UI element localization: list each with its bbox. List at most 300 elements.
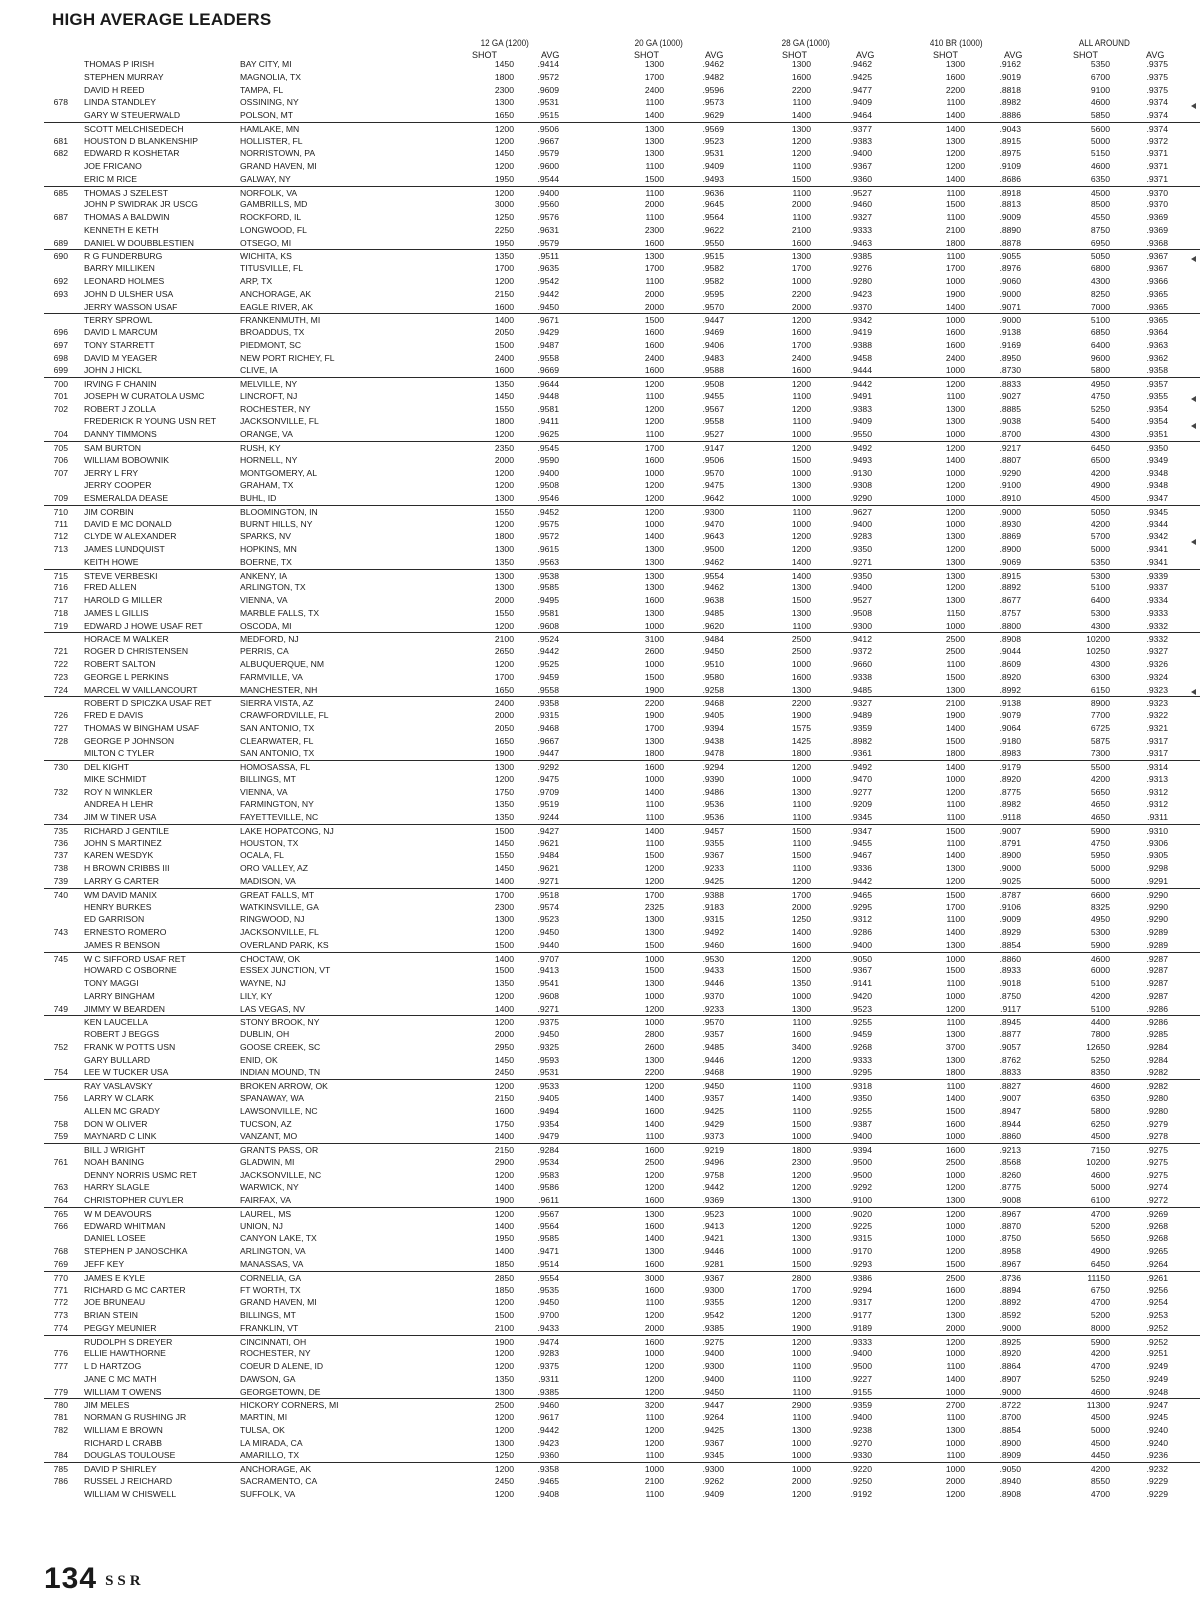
shot-410br-cell: 1800 xyxy=(945,748,965,759)
avg-28ga-cell: .9141 xyxy=(850,978,872,989)
avg-28ga-cell: .9318 xyxy=(850,1081,872,1092)
shot-28ga-cell: 1350 xyxy=(791,978,811,989)
shooter-name-cell: WILLIAM W CHISWELL xyxy=(84,1488,177,1499)
shot-all-around-cell: 6700 xyxy=(1090,71,1110,82)
avg-410br-cell: .8900 xyxy=(999,850,1021,861)
shot-20ga-cell: 2600 xyxy=(644,1041,664,1052)
shot-all-around-cell: 4700 xyxy=(1090,1361,1110,1372)
avg-20ga-cell: .9367 xyxy=(702,850,724,861)
shot-20ga-cell: 1000 xyxy=(644,1017,664,1028)
avg-all-around-cell: .9375 xyxy=(1146,59,1168,69)
shooter-name-cell: JAMES LUNDQUIST xyxy=(84,544,165,555)
avg-410br-cell: .9079 xyxy=(999,710,1021,721)
shot-all-around-cell: 5250 xyxy=(1090,1373,1110,1384)
shot-12ga-cell: 1550 xyxy=(494,607,514,618)
shot-20ga-cell: 2000 xyxy=(644,288,664,299)
avg-410br-cell: .8892 xyxy=(999,1297,1021,1308)
margin-arrow-icon xyxy=(1191,423,1196,429)
avg-12ga-cell: .9579 xyxy=(537,148,559,159)
avg-28ga-cell: .9367 xyxy=(850,965,872,976)
table-row xyxy=(44,824,1200,837)
avg-28ga-cell: .9492 xyxy=(850,762,872,773)
shooter-name-cell: TONY MAGGI xyxy=(84,978,139,989)
shooter-name-cell: JANE C MC MATH xyxy=(84,1373,157,1384)
avg-410br-cell: .8736 xyxy=(999,1272,1021,1283)
avg-all-around-cell: .9364 xyxy=(1146,327,1168,338)
shot-410br-cell: 1400 xyxy=(945,173,965,184)
shot-28ga-cell: 1100 xyxy=(792,1017,811,1028)
rank-cell: 717 xyxy=(53,595,68,606)
shot-all-around-cell: 5650 xyxy=(1090,786,1110,797)
avg-20ga-cell: .9429 xyxy=(702,1118,724,1129)
avg-28ga-cell: .9470 xyxy=(850,773,872,784)
table-row xyxy=(44,1449,1200,1462)
avg-20ga-cell: .9233 xyxy=(702,863,724,874)
shot-20ga-cell: 1500 xyxy=(644,965,664,976)
avg-20ga-cell: .9622 xyxy=(702,224,724,235)
avg-20ga-cell: .9433 xyxy=(702,965,724,976)
shot-all-around-cell: 4500 xyxy=(1090,1131,1110,1142)
avg-410br-cell: .8915 xyxy=(999,135,1021,146)
hometown-cell: MEDFORD, NJ xyxy=(240,634,299,645)
shooter-name-cell: JIM W TINER USA xyxy=(84,812,157,823)
shot-12ga-cell: 1300 xyxy=(494,914,514,925)
avg-all-around-cell: .9354 xyxy=(1146,403,1168,414)
avg-12ga-cell: .9283 xyxy=(537,1348,559,1359)
avg-20ga-cell: .9508 xyxy=(702,379,724,390)
rank-cell: 697 xyxy=(53,339,68,350)
shot-12ga-cell: 2400 xyxy=(494,698,514,709)
avg-410br-cell: .9162 xyxy=(999,59,1021,69)
avg-12ga-cell: .9471 xyxy=(537,1246,559,1257)
shot-410br-cell: 1400 xyxy=(945,1373,965,1384)
shooter-name-cell: DON W OLIVER xyxy=(84,1118,148,1129)
shot-20ga-cell: 1700 xyxy=(644,442,664,453)
shot-28ga-cell: 1800 xyxy=(791,748,811,759)
rank-cell: 730 xyxy=(53,762,68,773)
shot-20ga-cell: 2200 xyxy=(644,698,664,709)
rank-cell: 724 xyxy=(53,684,68,695)
avg-12ga-cell: .9315 xyxy=(537,710,559,721)
hometown-cell: GOOSE CREEK, SC xyxy=(240,1041,321,1052)
shot-all-around-cell: 5000 xyxy=(1090,544,1110,555)
shot-all-around-cell: 4300 xyxy=(1090,658,1110,669)
shot-20ga-cell: 1500 xyxy=(644,671,664,682)
avg-all-around-cell: .9275 xyxy=(1146,1145,1168,1156)
avg-12ga-cell: .9440 xyxy=(537,939,559,950)
avg-12ga-cell: .9442 xyxy=(537,288,559,299)
avg-20ga-cell: .9758 xyxy=(702,1169,724,1180)
shot-12ga-cell: 2450 xyxy=(494,1067,514,1078)
shot-12ga-cell: 1200 xyxy=(494,1424,514,1435)
avg-all-around-cell: .9287 xyxy=(1146,965,1168,976)
shot-all-around-cell: 4200 xyxy=(1090,773,1110,784)
shot-410br-cell: 1100 xyxy=(946,1412,965,1423)
shot-all-around-cell: 4600 xyxy=(1090,953,1110,964)
avg-410br-cell: .8864 xyxy=(999,1361,1021,1372)
shooter-name-cell: CHRISTOPHER CUYLER xyxy=(84,1195,184,1206)
shot-all-around-cell: 4700 xyxy=(1090,1297,1110,1308)
shot-410br-cell: 1600 xyxy=(945,1145,965,1156)
shot-12ga-cell: 1450 xyxy=(494,837,514,848)
shot-410br-cell: 1100 xyxy=(946,390,965,401)
avg-28ga-cell: .9462 xyxy=(850,59,872,69)
shooter-name-cell: LINDA STANDLEY xyxy=(84,97,156,108)
avg-12ga-cell: .9459 xyxy=(537,671,559,682)
shot-all-around-cell: 4500 xyxy=(1090,187,1110,198)
shot-all-around-cell: 6100 xyxy=(1090,1195,1110,1206)
shot-410br-cell: 1100 xyxy=(946,658,965,669)
shot-410br-cell: 1300 xyxy=(945,1195,965,1206)
avg-all-around-cell: .9305 xyxy=(1146,850,1168,861)
hometown-cell: BILLINGS, MT xyxy=(240,1310,296,1321)
avg-28ga-cell: .9293 xyxy=(850,1258,872,1269)
avg-all-around-cell: .9317 xyxy=(1146,748,1168,759)
shooter-name-cell: HOUSTON D BLANKENSHIP xyxy=(84,135,198,146)
shot-12ga-cell: 2450 xyxy=(494,1475,514,1486)
hometown-cell: GRAHAM, TX xyxy=(240,480,294,491)
avg-28ga-cell: .9500 xyxy=(850,1156,872,1167)
shot-12ga-cell: 1200 xyxy=(494,429,514,440)
shot-all-around-cell: 11300 xyxy=(1086,1400,1110,1411)
shot-all-around-cell: 5100 xyxy=(1090,315,1110,326)
avg-410br-cell: .9179 xyxy=(999,762,1021,773)
shot-20ga-cell: 1300 xyxy=(644,251,664,262)
avg-12ga-cell: .9525 xyxy=(537,658,559,669)
shot-12ga-cell: 1850 xyxy=(494,1284,514,1295)
hometown-cell: FAIRFAX, VA xyxy=(240,1195,291,1206)
shot-410br-cell: 1400 xyxy=(945,454,965,465)
avg-20ga-cell: .9367 xyxy=(702,1272,724,1283)
avg-20ga-cell: .9460 xyxy=(702,939,724,950)
avg-410br-cell: .8892 xyxy=(999,582,1021,593)
table-row xyxy=(44,96,1200,109)
avg-all-around-cell: .9332 xyxy=(1146,620,1168,631)
shooter-name-cell: GARY W STEUERWALD xyxy=(84,110,181,121)
rank-cell: 737 xyxy=(53,850,68,861)
shot-28ga-cell: 3400 xyxy=(791,1041,811,1052)
avg-12ga-cell: .9669 xyxy=(537,365,559,376)
avg-410br-cell: .8818 xyxy=(999,84,1021,95)
shooter-name-cell: TONY STARRETT xyxy=(84,339,155,350)
avg-28ga-cell: .9347 xyxy=(850,825,872,836)
shot-20ga-cell: 1300 xyxy=(644,135,664,146)
rank-cell: 769 xyxy=(53,1258,68,1269)
avg-28ga-cell: .9100 xyxy=(850,1195,872,1206)
table-row xyxy=(44,798,1200,811)
avg-12ga-cell: .9635 xyxy=(537,263,559,274)
rank-cell: 696 xyxy=(53,327,68,338)
avg-all-around-cell: .9289 xyxy=(1146,927,1168,938)
shot-20ga-cell: 1100 xyxy=(645,1412,664,1423)
avg-20ga-cell: .9264 xyxy=(702,1412,724,1423)
shot-all-around-cell: 4500 xyxy=(1090,493,1110,504)
hometown-cell: BROKEN ARROW, OK xyxy=(240,1081,328,1092)
table-row xyxy=(44,1322,1200,1335)
avg-410br-cell: .8750 xyxy=(999,1233,1021,1244)
avg-all-around-cell: .9348 xyxy=(1146,480,1168,491)
shot-28ga-cell: 1100 xyxy=(792,837,811,848)
shooter-name-cell: MARCEL W VAILLANCOURT xyxy=(84,684,198,695)
avg-12ga-cell: .9450 xyxy=(537,927,559,938)
rank-cell: 749 xyxy=(53,1003,68,1014)
avg-all-around-cell: .9245 xyxy=(1146,1412,1168,1423)
shot-28ga-cell: 1600 xyxy=(791,939,811,950)
rank-cell: 685 xyxy=(53,187,68,198)
shot-12ga-cell: 1900 xyxy=(494,1336,514,1347)
shot-12ga-cell: 1200 xyxy=(494,658,514,669)
shot-410br-cell: 1200 xyxy=(945,161,965,172)
hometown-cell: RUSH, KY xyxy=(240,442,281,453)
rank-cell: 761 xyxy=(53,1156,68,1167)
avg-12ga-cell: .9518 xyxy=(537,889,559,900)
avg-12ga-cell: .9385 xyxy=(537,1386,559,1397)
shot-28ga-cell: 2400 xyxy=(791,352,811,363)
shot-12ga-cell: 1450 xyxy=(494,59,514,69)
hometown-cell: SPANAWAY, WA xyxy=(240,1093,304,1104)
avg-410br-cell: .9118 xyxy=(1000,812,1021,823)
hometown-cell: JACKSONVILLE, FL xyxy=(240,927,319,938)
avg-20ga-cell: .9573 xyxy=(702,97,724,108)
shot-12ga-cell: 1750 xyxy=(494,1118,514,1129)
avg-all-around-cell: .9232 xyxy=(1146,1464,1168,1475)
shot-20ga-cell: 1100 xyxy=(645,837,664,848)
avg-410br-cell: .9100 xyxy=(999,480,1021,491)
shot-12ga-cell: 1800 xyxy=(494,71,514,82)
avg-28ga-cell: .9367 xyxy=(850,161,872,172)
avg-410br-cell: .8791 xyxy=(999,837,1021,848)
rank-cell: 705 xyxy=(53,442,68,453)
avg-28ga-cell: .9342 xyxy=(850,315,872,326)
shot-28ga-cell: 1100 xyxy=(792,863,811,874)
shot-28ga-cell: 1200 xyxy=(791,403,811,414)
shot-410br-cell: 1000 xyxy=(945,1169,965,1180)
avg-20ga-cell: .9446 xyxy=(702,1054,724,1065)
shot-410br-cell: 1000 xyxy=(945,315,965,326)
hometown-cell: MONTGOMERY, AL xyxy=(240,467,318,478)
shot-410br-cell: 1300 xyxy=(945,403,965,414)
shot-20ga-cell: 1300 xyxy=(644,1208,664,1219)
avg-all-around-cell: .9323 xyxy=(1146,698,1168,709)
sub-header-all-around-avg: AVG xyxy=(1146,50,1165,60)
avg-20ga-cell: .9300 xyxy=(702,506,724,517)
avg-410br-cell: .8920 xyxy=(999,773,1021,784)
avg-all-around-cell: .9287 xyxy=(1146,978,1168,989)
group-header-410br: 410 BR (1000) xyxy=(929,38,983,48)
shot-410br-cell: 1300 xyxy=(945,863,965,874)
shot-20ga-cell: 1200 xyxy=(644,1424,664,1435)
avg-28ga-cell: .9400 xyxy=(850,518,872,529)
shot-410br-cell: 1200 xyxy=(945,786,965,797)
shot-20ga-cell: 2000 xyxy=(644,199,664,210)
shot-12ga-cell: 1850 xyxy=(494,1258,514,1269)
hometown-cell: MARTIN, MI xyxy=(240,1412,288,1423)
shot-410br-cell: 1300 xyxy=(945,531,965,542)
shot-20ga-cell: 1500 xyxy=(644,850,664,861)
shot-410br-cell: 1000 xyxy=(945,1233,965,1244)
shot-20ga-cell: 1600 xyxy=(644,339,664,350)
table-row xyxy=(44,186,1200,199)
shot-12ga-cell: 2900 xyxy=(494,1156,514,1167)
avg-20ga-cell: .9281 xyxy=(702,1258,724,1269)
avg-20ga-cell: .9294 xyxy=(702,762,724,773)
avg-28ga-cell: .9250 xyxy=(850,1475,872,1486)
shot-28ga-cell: 2800 xyxy=(791,1272,811,1283)
avg-all-around-cell: .9287 xyxy=(1146,990,1168,1001)
hometown-cell: FRANKLIN, VT xyxy=(240,1322,299,1333)
avg-28ga-cell: .9400 xyxy=(850,1131,872,1142)
shot-all-around-cell: 5900 xyxy=(1090,939,1110,950)
sub-header-12ga-shot: SHOT xyxy=(472,50,498,60)
hometown-cell: VIENNA, VA xyxy=(240,595,288,606)
table-row xyxy=(44,786,1200,799)
shot-20ga-cell: 1200 xyxy=(644,416,664,427)
shot-12ga-cell: 3000 xyxy=(494,199,514,210)
shot-12ga-cell: 1350 xyxy=(494,251,514,262)
shot-20ga-cell: 2200 xyxy=(644,1067,664,1078)
avg-28ga-cell: .9330 xyxy=(850,1450,872,1461)
hometown-cell: MADISON, VA xyxy=(240,876,296,886)
shot-12ga-cell: 1500 xyxy=(494,339,514,350)
shot-28ga-cell: 1200 xyxy=(791,148,811,159)
shot-12ga-cell: 1300 xyxy=(494,493,514,504)
avg-410br-cell: .8750 xyxy=(999,990,1021,1001)
shot-410br-cell: 1300 xyxy=(945,1029,965,1040)
avg-410br-cell: .9019 xyxy=(999,71,1021,82)
shot-410br-cell: 1200 xyxy=(945,544,965,555)
avg-12ga-cell: .9574 xyxy=(537,901,559,912)
shot-20ga-cell: 1100 xyxy=(645,187,664,198)
avg-28ga-cell: .9523 xyxy=(850,1003,872,1014)
avg-410br-cell: .8869 xyxy=(999,531,1021,542)
table-row xyxy=(44,990,1200,1003)
shooter-name-cell: KENNETH E KETH xyxy=(84,224,159,235)
avg-12ga-cell: .9460 xyxy=(537,1400,559,1411)
avg-12ga-cell: .9611 xyxy=(538,1195,559,1206)
shot-410br-cell: 1200 xyxy=(945,148,965,159)
shot-28ga-cell: 2100 xyxy=(791,224,811,235)
hometown-cell: ROCKFORD, IL xyxy=(240,212,302,223)
shot-410br-cell: 1200 xyxy=(945,1336,965,1347)
rank-cell: 687 xyxy=(53,212,68,223)
table-row xyxy=(44,696,1200,709)
avg-410br-cell: .8757 xyxy=(999,607,1021,618)
table-row xyxy=(44,237,1200,250)
avg-28ga-cell: .9660 xyxy=(850,658,872,669)
shot-12ga-cell: 1400 xyxy=(494,1220,514,1231)
avg-410br-cell: .8925 xyxy=(999,1336,1021,1347)
avg-20ga-cell: .9536 xyxy=(702,799,724,810)
avg-20ga-cell: .9478 xyxy=(702,748,724,759)
avg-20ga-cell: .9367 xyxy=(702,1437,724,1448)
shot-all-around-cell: 11150 xyxy=(1087,1272,1110,1283)
shot-28ga-cell: 1100 xyxy=(792,799,811,810)
shot-all-around-cell: 5850 xyxy=(1090,110,1110,121)
shot-20ga-cell: 1300 xyxy=(644,582,664,593)
avg-28ga-cell: .9345 xyxy=(850,812,872,823)
avg-all-around-cell: .9342 xyxy=(1146,531,1168,542)
shot-20ga-cell: 1300 xyxy=(644,59,664,69)
shot-28ga-cell: 1575 xyxy=(791,722,811,733)
shot-12ga-cell: 1200 xyxy=(494,773,514,784)
shot-20ga-cell: 1100 xyxy=(645,212,664,223)
rank-cell: 766 xyxy=(53,1220,68,1231)
shot-410br-cell: 1500 xyxy=(945,671,965,682)
shooter-name-cell: BRIAN STEIN xyxy=(84,1310,138,1321)
avg-12ga-cell: .9448 xyxy=(537,390,559,401)
hometown-cell: FARMVILLE, VA xyxy=(240,671,303,682)
shot-20ga-cell: 3200 xyxy=(644,1400,664,1411)
hometown-cell: OVERLAND PARK, KS xyxy=(240,939,329,950)
shot-410br-cell: 1000 xyxy=(945,365,965,376)
shot-28ga-cell: 1300 xyxy=(791,1233,811,1244)
shooter-name-cell: HOWARD C OSBORNE xyxy=(84,965,177,976)
avg-410br-cell: .9044 xyxy=(999,646,1021,657)
shot-20ga-cell: 1200 xyxy=(644,1310,664,1321)
avg-20ga-cell: .9450 xyxy=(702,646,724,657)
shooter-name-cell: ERNESTO ROMERO xyxy=(84,927,167,938)
rank-cell: 763 xyxy=(53,1182,68,1193)
shot-410br-cell: 1600 xyxy=(945,71,965,82)
avg-28ga-cell: .9420 xyxy=(850,990,872,1001)
avg-12ga-cell: .9615 xyxy=(537,544,559,555)
shot-410br-cell: 1600 xyxy=(945,1118,965,1129)
avg-12ga-cell: .9667 xyxy=(537,735,559,746)
shot-28ga-cell: 1100 xyxy=(792,1386,811,1397)
avg-12ga-cell: .9442 xyxy=(537,646,559,657)
avg-28ga-cell: .9550 xyxy=(850,429,872,440)
shot-410br-cell: 1100 xyxy=(946,251,965,262)
shot-20ga-cell: 1200 xyxy=(644,1169,664,1180)
avg-410br-cell: .8930 xyxy=(999,518,1021,529)
shot-all-around-cell: 5100 xyxy=(1090,978,1110,989)
avg-all-around-cell: .9274 xyxy=(1146,1182,1168,1193)
table-row xyxy=(44,658,1200,671)
avg-28ga-cell: .9463 xyxy=(850,237,872,248)
avg-all-around-cell: .9327 xyxy=(1146,646,1168,657)
shot-28ga-cell: 1900 xyxy=(791,710,811,721)
avg-all-around-cell: .9282 xyxy=(1146,1067,1168,1078)
shooter-name-cell: JIM MELES xyxy=(84,1400,130,1411)
shot-410br-cell: 1000 xyxy=(945,518,965,529)
shot-12ga-cell: 1250 xyxy=(494,1450,514,1461)
shot-410br-cell: 1800 xyxy=(945,237,965,248)
hometown-cell: VANZANT, MO xyxy=(240,1131,298,1142)
avg-20ga-cell: .9588 xyxy=(702,365,724,376)
avg-410br-cell: .8762 xyxy=(999,1054,1021,1065)
avg-28ga-cell: .9327 xyxy=(850,698,872,709)
avg-410br-cell: .8907 xyxy=(999,1373,1021,1384)
shooter-name-cell: ROBERT SALTON xyxy=(84,658,156,669)
shot-all-around-cell: 5300 xyxy=(1090,927,1110,938)
avg-410br-cell: .9043 xyxy=(999,123,1021,134)
shot-12ga-cell: 1200 xyxy=(494,161,514,172)
shooter-name-cell: LEE W TUCKER USA xyxy=(84,1067,169,1078)
avg-all-around-cell: .9280 xyxy=(1146,1105,1168,1116)
shooter-name-cell: TERRY SPROWL xyxy=(84,315,153,326)
avg-12ga-cell: .9479 xyxy=(537,1131,559,1142)
shooter-name-cell: JERRY WASSON USAF xyxy=(84,301,178,312)
shot-28ga-cell: 1100 xyxy=(792,212,811,223)
hometown-cell: GREAT FALLS, MT xyxy=(240,889,315,900)
shot-28ga-cell: 1100 xyxy=(792,1373,811,1384)
shot-28ga-cell: 1200 xyxy=(791,1169,811,1180)
avg-28ga-cell: .9308 xyxy=(850,480,872,491)
page-title: HIGH AVERAGE LEADERS xyxy=(52,10,272,29)
shot-12ga-cell: 1300 xyxy=(494,1386,514,1397)
hometown-cell: NORRISTOWN, PA xyxy=(240,148,316,159)
avg-all-around-cell: .9326 xyxy=(1146,658,1168,669)
